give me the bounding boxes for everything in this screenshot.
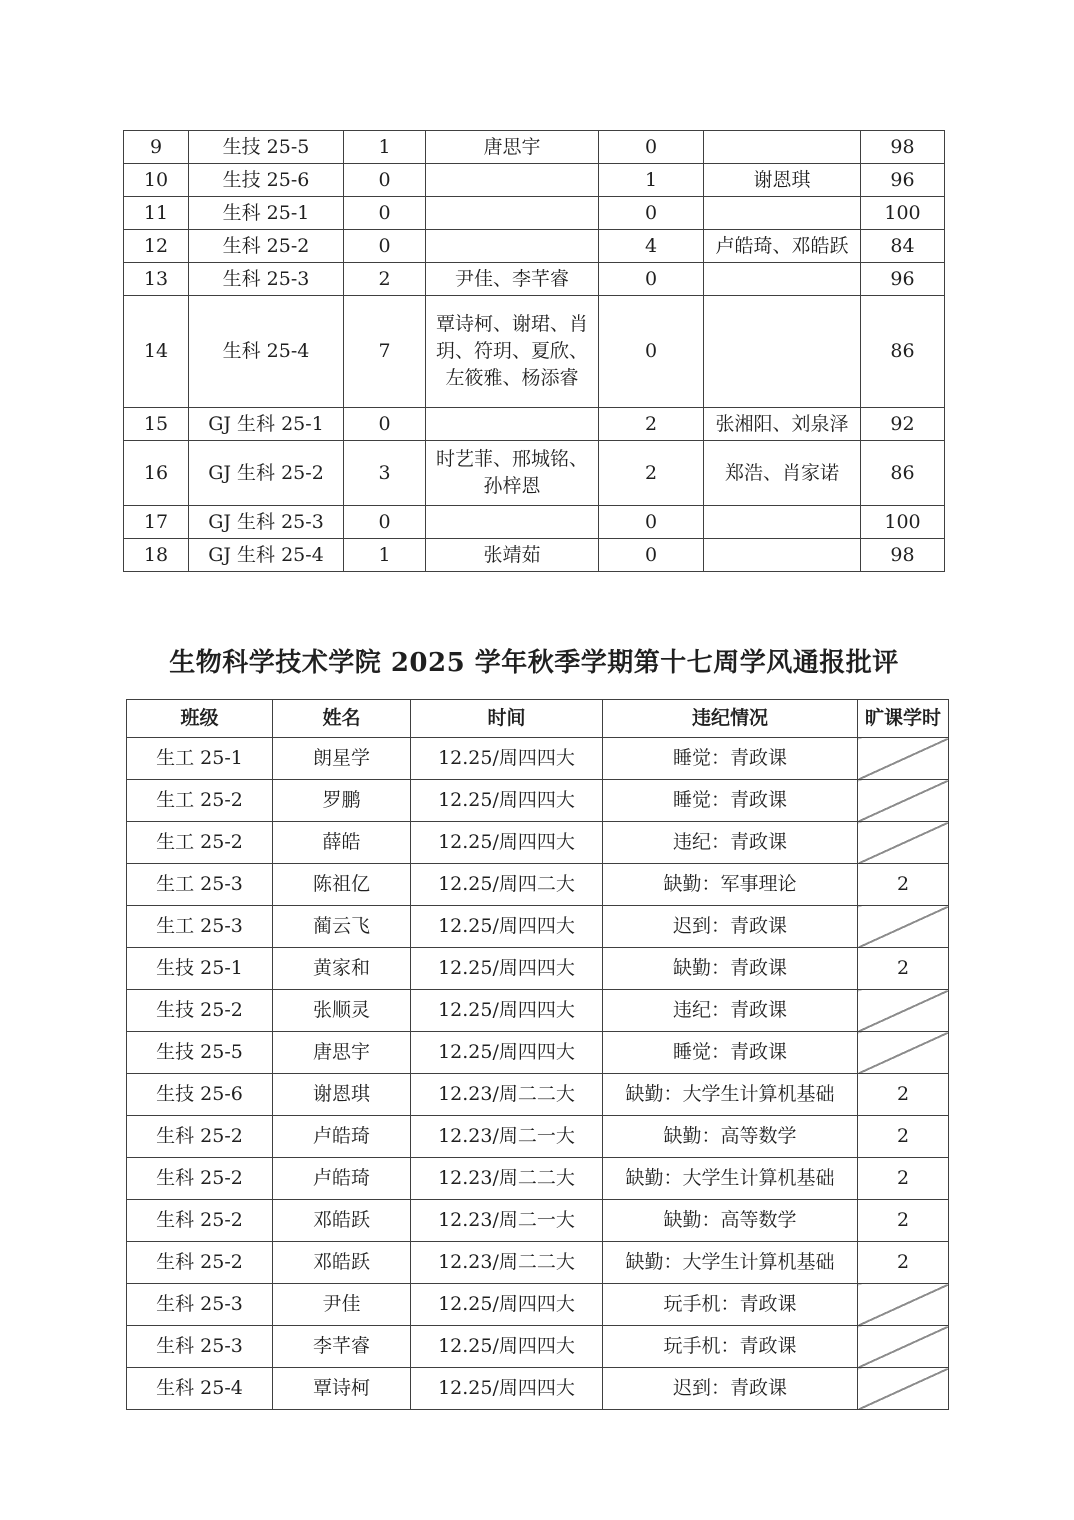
cell-violation: 缺勤：大学生计算机基础 — [603, 1242, 858, 1284]
cell-time: 12.25/周四四大 — [411, 948, 603, 990]
cell-violation: 迟到：青政课 — [603, 1368, 858, 1410]
cell-class: GJ 生科 25-3 — [189, 506, 344, 539]
cell-time: 12.25/周四四大 — [411, 906, 603, 948]
cell-hours: 2 — [858, 1074, 949, 1116]
cell-violation: 缺勤：高等数学 — [603, 1116, 858, 1158]
header-name: 姓名 — [273, 700, 411, 738]
cell-name: 张顺灵 — [273, 990, 411, 1032]
header-violation: 违纪情况 — [603, 700, 858, 738]
cell-violation: 缺勤：青政课 — [603, 948, 858, 990]
table-row — [127, 1116, 949, 1158]
cell-hours: 2 — [858, 1242, 949, 1284]
table-row — [127, 822, 949, 864]
cell-names2 — [704, 131, 861, 164]
cell-name: 覃诗柯 — [273, 1368, 411, 1410]
cell-class: 生工 25-2 — [127, 780, 273, 822]
cell-hours — [858, 738, 949, 780]
cell-score: 92 — [861, 408, 945, 441]
table-row — [127, 1032, 949, 1074]
cell-row-no: 14 — [124, 296, 189, 408]
cell-hours — [858, 822, 949, 864]
cell-score: 100 — [861, 197, 945, 230]
cell-violation: 玩手机：青政课 — [603, 1326, 858, 1368]
cell-score: 96 — [861, 263, 945, 296]
cell-names1 — [426, 230, 599, 263]
table-row — [127, 948, 949, 990]
cell-name: 谢恩琪 — [273, 1074, 411, 1116]
class-statistics-table — [123, 130, 945, 572]
table-row — [127, 990, 949, 1032]
header-hours: 旷课学时 — [858, 700, 949, 738]
table-row — [124, 164, 945, 197]
cell-score: 100 — [861, 506, 945, 539]
cell-names1: 时艺菲、邢城铭、孙梓恩 — [426, 441, 599, 506]
cell-time: 12.23/周二二大 — [411, 1074, 603, 1116]
cell-score: 98 — [861, 131, 945, 164]
cell-names1 — [426, 164, 599, 197]
cell-count2: 0 — [599, 296, 704, 408]
discipline-report-table — [126, 699, 949, 1410]
table-row — [127, 780, 949, 822]
cell-hours — [858, 1284, 949, 1326]
cell-class: 生科 25-4 — [127, 1368, 273, 1410]
cell-row-no: 12 — [124, 230, 189, 263]
cell-hours: 2 — [858, 1200, 949, 1242]
cell-class: 生科 25-2 — [127, 1116, 273, 1158]
cell-hours — [858, 780, 949, 822]
cell-count1: 0 — [344, 164, 426, 197]
cell-count1: 0 — [344, 230, 426, 263]
cell-time: 12.23/周二二大 — [411, 1242, 603, 1284]
cell-time: 12.25/周四二大 — [411, 864, 603, 906]
cell-class: GJ 生科 25-2 — [189, 441, 344, 506]
cell-name: 蔺云飞 — [273, 906, 411, 948]
cell-class: 生科 25-2 — [127, 1158, 273, 1200]
cell-name: 尹佳 — [273, 1284, 411, 1326]
cell-names1 — [426, 197, 599, 230]
table-row — [127, 1074, 949, 1116]
cell-class: 生科 25-3 — [127, 1326, 273, 1368]
cell-class: 生科 25-2 — [127, 1242, 273, 1284]
table-row — [124, 408, 945, 441]
cell-names2 — [704, 197, 861, 230]
cell-score: 84 — [861, 230, 945, 263]
cell-names2 — [704, 506, 861, 539]
table-row — [124, 539, 945, 572]
cell-names2 — [704, 539, 861, 572]
cell-class: 生技 25-6 — [127, 1074, 273, 1116]
table-row — [127, 1158, 949, 1200]
cell-names2: 张湘阳、刘泉泽 — [704, 408, 861, 441]
cell-class: 生科 25-2 — [189, 230, 344, 263]
cell-count2: 2 — [599, 408, 704, 441]
cell-count1: 7 — [344, 296, 426, 408]
cell-hours: 2 — [858, 864, 949, 906]
cell-violation: 违纪：青政课 — [603, 822, 858, 864]
cell-name: 陈祖亿 — [273, 864, 411, 906]
cell-count1: 3 — [344, 441, 426, 506]
cell-row-no: 9 — [124, 131, 189, 164]
cell-class: 生工 25-3 — [127, 906, 273, 948]
cell-count1: 1 — [344, 131, 426, 164]
cell-class: 生技 25-5 — [127, 1032, 273, 1074]
cell-name: 罗鹏 — [273, 780, 411, 822]
cell-time: 12.23/周二一大 — [411, 1116, 603, 1158]
cell-name: 邓皓跃 — [273, 1200, 411, 1242]
cell-names1 — [426, 408, 599, 441]
table-row — [124, 441, 945, 506]
table-row — [124, 230, 945, 263]
header-time: 时间 — [411, 700, 603, 738]
cell-class: 生科 25-3 — [189, 263, 344, 296]
table-row — [124, 131, 945, 164]
table-row — [124, 197, 945, 230]
cell-violation: 缺勤：大学生计算机基础 — [603, 1158, 858, 1200]
table-row — [127, 864, 949, 906]
cell-count1: 1 — [344, 539, 426, 572]
cell-names1: 张靖茹 — [426, 539, 599, 572]
cell-violation: 玩手机：青政课 — [603, 1284, 858, 1326]
cell-violation: 睡觉：青政课 — [603, 780, 858, 822]
cell-violation: 迟到：青政课 — [603, 906, 858, 948]
table-row — [124, 506, 945, 539]
cell-time: 12.23/周二一大 — [411, 1200, 603, 1242]
cell-time: 12.25/周四四大 — [411, 1368, 603, 1410]
cell-time: 12.23/周二二大 — [411, 1158, 603, 1200]
table-row — [127, 1200, 949, 1242]
cell-violation: 缺勤：军事理论 — [603, 864, 858, 906]
cell-class: 生技 25-5 — [189, 131, 344, 164]
cell-count2: 4 — [599, 230, 704, 263]
cell-name: 邓皓跃 — [273, 1242, 411, 1284]
cell-time: 12.25/周四四大 — [411, 990, 603, 1032]
cell-hours — [858, 990, 949, 1032]
cell-time: 12.25/周四四大 — [411, 1284, 603, 1326]
cell-count2: 2 — [599, 441, 704, 506]
cell-count2: 0 — [599, 506, 704, 539]
cell-class: 生科 25-4 — [189, 296, 344, 408]
cell-count2: 1 — [599, 164, 704, 197]
cell-class: 生技 25-2 — [127, 990, 273, 1032]
table-row — [124, 296, 945, 408]
cell-row-no: 15 — [124, 408, 189, 441]
cell-hours: 2 — [858, 1158, 949, 1200]
cell-class: 生科 25-2 — [127, 1200, 273, 1242]
table-row — [127, 1326, 949, 1368]
cell-class: 生工 25-2 — [127, 822, 273, 864]
cell-row-no: 16 — [124, 441, 189, 506]
cell-score: 98 — [861, 539, 945, 572]
cell-time: 12.25/周四四大 — [411, 780, 603, 822]
cell-score: 86 — [861, 441, 945, 506]
cell-class: 生科 25-1 — [189, 197, 344, 230]
table-row — [124, 263, 945, 296]
cell-name: 李芊睿 — [273, 1326, 411, 1368]
cell-count2: 0 — [599, 263, 704, 296]
cell-class: 生科 25-3 — [127, 1284, 273, 1326]
cell-class: 生工 25-1 — [127, 738, 273, 780]
cell-hours: 2 — [858, 1116, 949, 1158]
header-class: 班级 — [127, 700, 273, 738]
section-title: 生物科学技术学院 2025 学年秋季学期第十七周学风通报批评 — [169, 648, 899, 678]
cell-class: 生工 25-3 — [127, 864, 273, 906]
cell-violation: 违纪：青政课 — [603, 990, 858, 1032]
table-row — [127, 906, 949, 948]
cell-name: 薛皓 — [273, 822, 411, 864]
cell-score: 86 — [861, 296, 945, 408]
cell-count1: 0 — [344, 506, 426, 539]
cell-names2 — [704, 263, 861, 296]
cell-class: GJ 生科 25-4 — [189, 539, 344, 572]
cell-class: 生技 25-1 — [127, 948, 273, 990]
cell-time: 12.25/周四四大 — [411, 1032, 603, 1074]
cell-count2: 0 — [599, 539, 704, 572]
cell-names1 — [426, 506, 599, 539]
cell-count2: 0 — [599, 197, 704, 230]
table-row — [127, 1242, 949, 1284]
cell-name: 黄家和 — [273, 948, 411, 990]
cell-names2: 郑浩、肖家诺 — [704, 441, 861, 506]
cell-row-no: 11 — [124, 197, 189, 230]
cell-names1: 尹佳、李芊睿 — [426, 263, 599, 296]
table-row — [127, 1284, 949, 1326]
cell-hours: 2 — [858, 948, 949, 990]
table-row — [127, 1368, 949, 1410]
table-header-row — [127, 700, 949, 738]
cell-name: 卢皓琦 — [273, 1116, 411, 1158]
cell-count1: 0 — [344, 408, 426, 441]
cell-hours — [858, 906, 949, 948]
cell-count1: 2 — [344, 263, 426, 296]
cell-violation: 缺勤：高等数学 — [603, 1200, 858, 1242]
cell-class: GJ 生科 25-1 — [189, 408, 344, 441]
cell-names2 — [704, 296, 861, 408]
cell-names1: 唐思宇 — [426, 131, 599, 164]
cell-time: 12.25/周四四大 — [411, 738, 603, 780]
cell-row-no: 17 — [124, 506, 189, 539]
cell-count2: 0 — [599, 131, 704, 164]
table-row — [127, 738, 949, 780]
cell-time: 12.25/周四四大 — [411, 822, 603, 864]
cell-score: 96 — [861, 164, 945, 197]
cell-hours — [858, 1368, 949, 1410]
cell-hours — [858, 1326, 949, 1368]
cell-row-no: 10 — [124, 164, 189, 197]
cell-count1: 0 — [344, 197, 426, 230]
cell-names2: 谢恩琪 — [704, 164, 861, 197]
cell-violation: 缺勤：大学生计算机基础 — [603, 1074, 858, 1116]
cell-name: 唐思宇 — [273, 1032, 411, 1074]
cell-hours — [858, 1032, 949, 1074]
cell-time: 12.25/周四四大 — [411, 1326, 603, 1368]
cell-row-no: 13 — [124, 263, 189, 296]
cell-class: 生技 25-6 — [189, 164, 344, 197]
cell-violation: 睡觉：青政课 — [603, 738, 858, 780]
cell-row-no: 18 — [124, 539, 189, 572]
cell-names1: 覃诗柯、谢珺、肖玥、符玥、夏欣、左筱雅、杨添睿 — [426, 296, 599, 408]
cell-names2: 卢皓琦、邓皓跃 — [704, 230, 861, 263]
cell-name: 卢皓琦 — [273, 1158, 411, 1200]
cell-violation: 睡觉：青政课 — [603, 1032, 858, 1074]
cell-name: 朗星学 — [273, 738, 411, 780]
